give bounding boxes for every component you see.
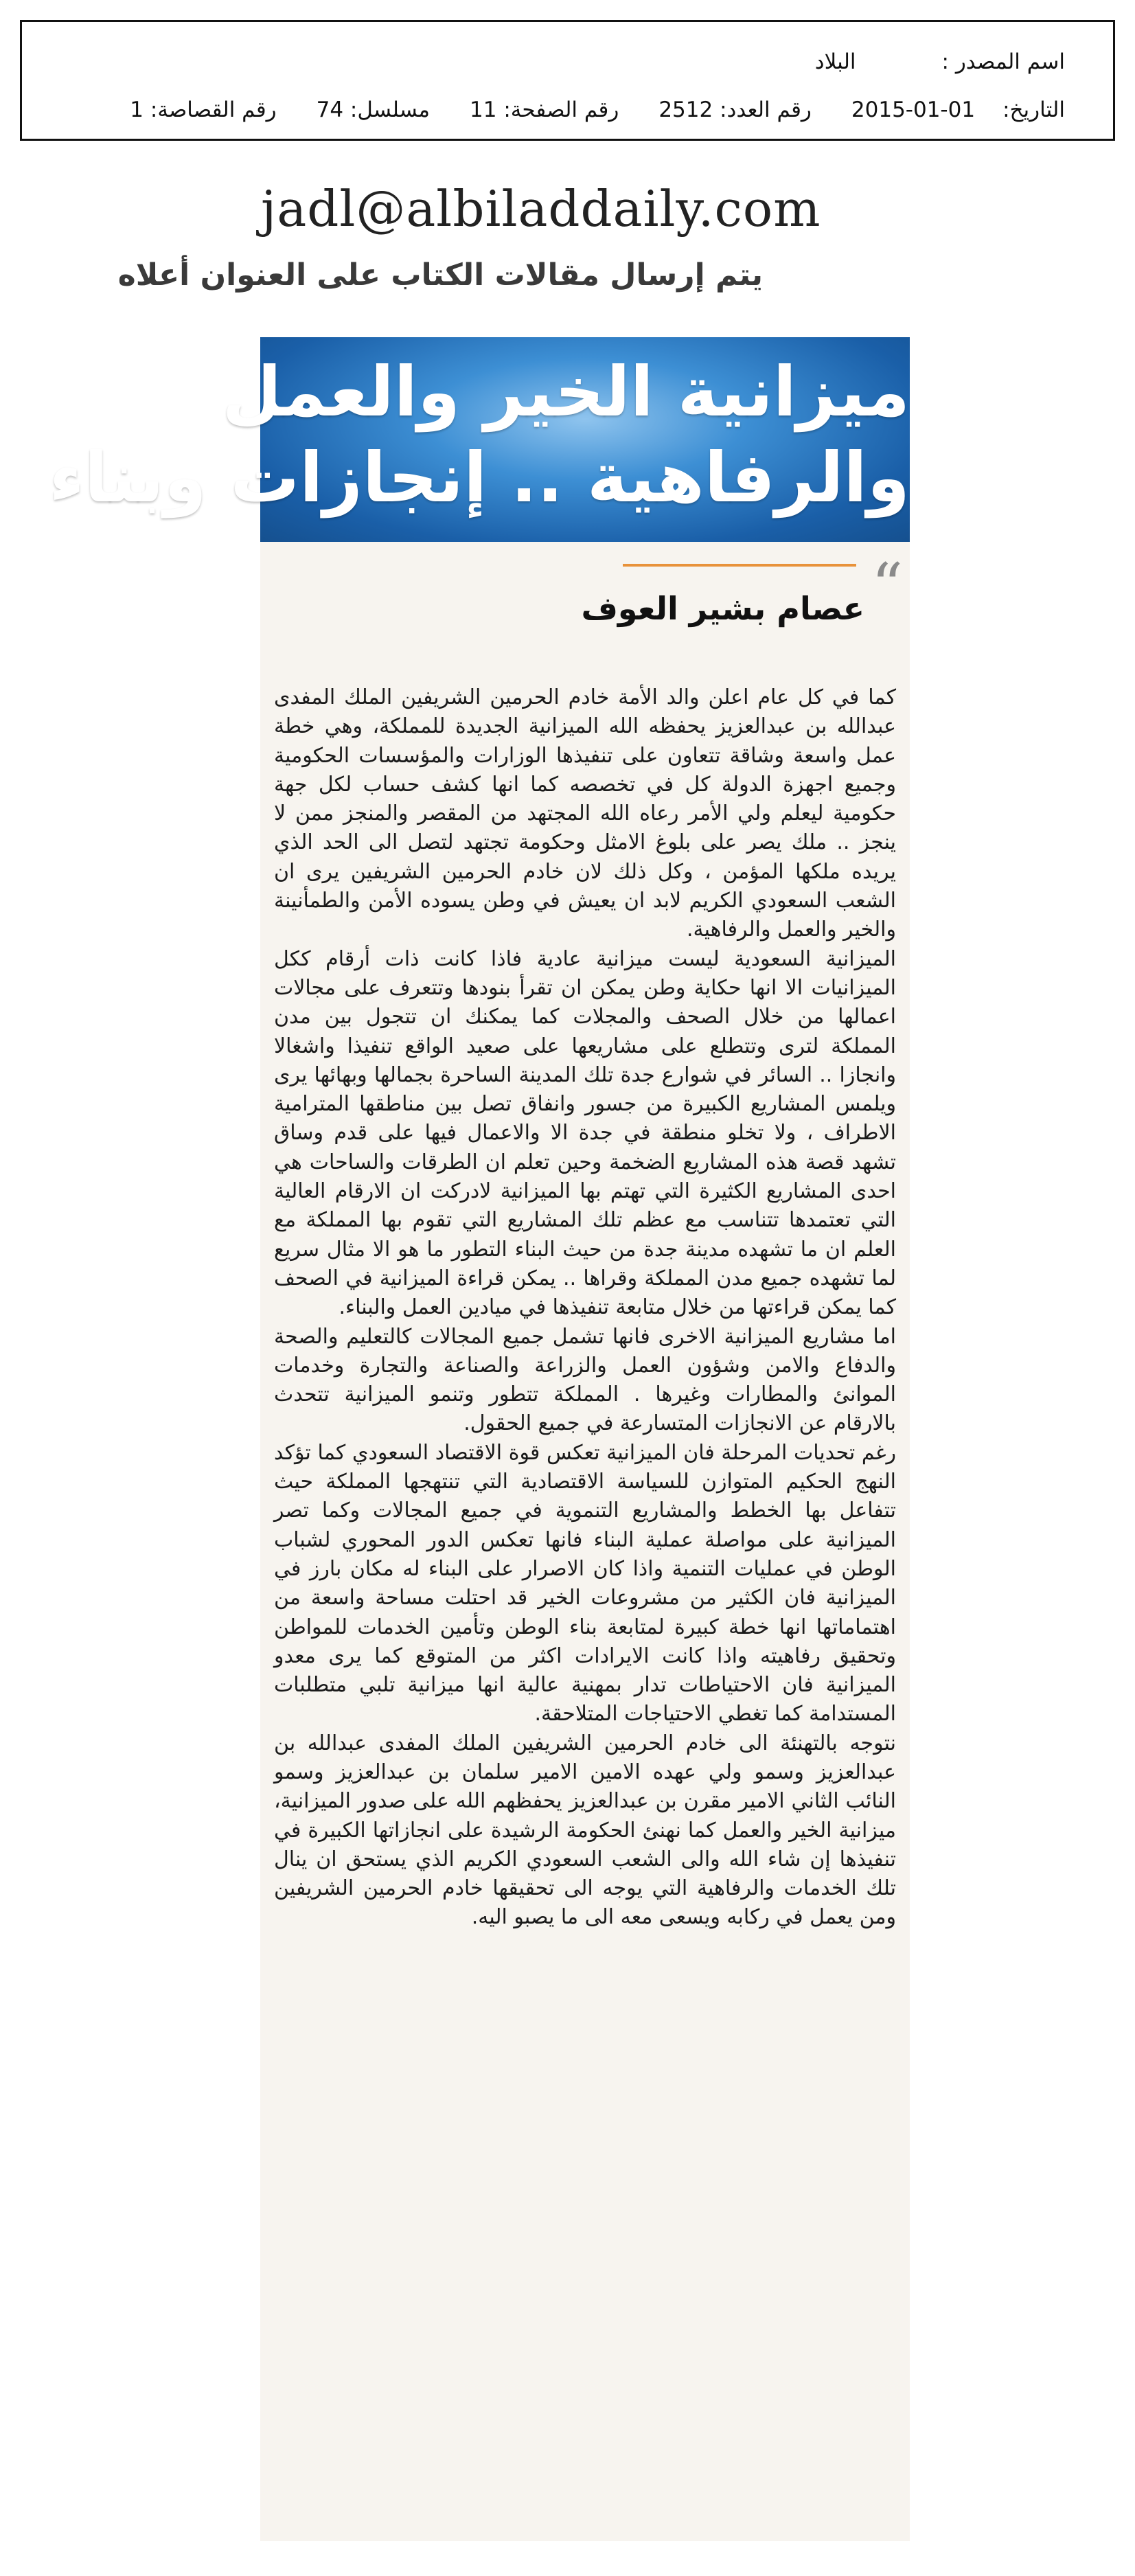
- date-label: التاريخ:: [1002, 98, 1065, 122]
- submission-note: يتم إرسال مقالات الكتاب على العنوان أعلاه: [117, 258, 763, 293]
- submission-email: jadl@albiladdaily.com: [261, 180, 821, 238]
- author-accent-rule: [623, 564, 856, 567]
- clip-value: 1: [130, 98, 144, 122]
- article-body: [274, 683, 896, 1933]
- issue-details-line: [130, 98, 1065, 122]
- article-paragraph-4: رغم تحديات المرحلة فان الميزانية تعكس قوة الاقتصاد السعودي كما تؤكد النهج الحكيم المتوازن للسياسة الاقتصادية التي تنتهجها المملكة حيث تتفاعل بها الخطط والمشاريع التنموية في جميع المجالات وكما تصر الميزانية على مواصلة عملية البناء فانها تعكس الدور المحوري لشباب الوطن في عمليات التنمية واذا كان الاصرار على البناء له مكان بارز في الميزانية فان الكثير من مشروعات الخير قد احتلت مساحة واسعة من اهتماماتها انها خطة كبيرة لمتابعة بناء الوطن وتأمين الخدمات للمواطن وتحقيق رفاهيته واذا كانت الايرادات اكثر من المتوقع كما يرى معدو الميزانية فان الاحتياطات تدار بمهنية عالية انها ميزانية تلبي متطلبات المستدامة كما تغطي الاحتياجات المتلاحقة.: [274, 1440, 896, 1726]
- issue-value: 2512: [658, 98, 713, 122]
- article-paragraph-2: الميزانية السعودية ليست ميزانية عادية فاذا كانت ذات أرقام ككل الميزانيات الا انها حكاية وطن يمكن ان تقرأ بنودها وتتعرف على مجالات اعمالها من خلال الصحف والمجلات كما يمكنك ان تتجول بين مدن المملكة لترى وتتطلع على مشاريعها على صعيد الواقع تنفيذا واشغالا وانجازا .. السائر في شوارع جدة تلك المدينة الساحرة بجمالها وبهائها يرى ويلمس المشاريع الكبيرة من جسور وانفاق تصل بين مناطقها المترامية الاطراف ، ولا تخلو منطقة في جدة الا والاعمال فيها على قدم وساق تشهد قصة هذه المشاريع الضخمة وحين تعلم ان الطرقات والساحات هي احدى المشاريع الكثيرة التي تهتم بها الميزانية لادركت ان الارقام العالية التي تعتمدها تتناسب مع عظم تلك المشاريع التي تقوم بها المملكة مع العلم ان ما تشهده مدينة جدة من حيث البناء التطور ما هو الا مثال سريع لما تشهده جميع مدن المملكة وقراها .. يمكن قراءة الميزانية في الصحف كما يمكن قراءتها من خلال متابعة تنفيذها في ميادين العمل والبناء.: [274, 946, 896, 1320]
- date-value: 2015-01-01: [851, 98, 976, 122]
- clipping-metadata-box: [20, 20, 1115, 141]
- article-column: [49, 337, 910, 2541]
- article-title-banner: [49, 337, 910, 542]
- quote-icon: “: [871, 550, 903, 622]
- serial-label: مسلسل:: [349, 98, 431, 122]
- source-line: [815, 49, 1065, 74]
- article-author: عصام بشير العوف: [581, 590, 864, 627]
- article-title-line-1: ميزانية الخير والعمل: [222, 352, 910, 432]
- article-paragraph-5: نتوجه بالتهنئة الى خادم الحرمين الشريفين الملك المفدى عبدالله بن عبدالعزيز وسمو ولي عهده الامين الامير سلمان بن عبدالعزيز وسمو النائب الثاني الامير مقرن بن عبدالعزيز يحفظهم الله على صدور الميزانية، ميزانية الخير والعمل كما نهنئ الحكومة الرشيدة على انجازاتها الكبيرة في تنفيذها إن شاء الله والى الشعب السعودي الكريم الذي يستحق ان ينال تلك الخدمات والرفاهية التي يوجه الى تحقيقها خادم الحرمين الشريفين ومن يعمل في ركابه ويسعى معه الى ما يصبو اليه.: [274, 1731, 896, 1930]
- issue-label: رقم العدد:: [720, 98, 812, 122]
- serial-value: 74: [316, 98, 344, 122]
- article-paragraph-1: كما في كل عام اعلن والد الأمة خادم الحرمين الشريفين الملك المفدى عبدالله بن عبدالعزيز يحفظه الله الميزانية الجديدة للمملكة، وهي خطة عمل واسعة وشاقة تتعاون على تنفيذها الوزارات والمؤسسات الحكومية وجميع اجهزة الدولة كل في تخصصه كما انها كشف حساب لكل جهة حكومية ليعلم ولي الأمر رعاه الله المجتهد من المقصر والمنجز ممن لا ينجز .. ملك يصر على بلوغ الامثل وحكومة تجتهد لتصل الى الحد الذي يريده ملكها المؤمن ، وكل ذلك لان خادم الحرمين الشريفين يرى ان الشعب السعودي الكريم لابد ان يعيش في وطن يسوده الأمن والطمأنينة والخير والعمل والرفاهية.: [274, 685, 896, 942]
- article-paragraph-3: اما مشاريع الميزانية الاخرى فانها تشمل جميع المجالات كالتعليم والصحة والدفاع والامن وشؤون العمل والزراعة والصناعة والتجارة وخدمات الموانئ والمطارات وغيرها . المملكة تتطور وتنمو الميزانية تتحدث بالارقام عن الانجازات المتسارعة في جميع الحقول.: [274, 1324, 896, 1436]
- page-value: 11: [470, 98, 497, 122]
- clip-label: رقم القصاصة:: [150, 98, 277, 122]
- source-label: اسم المصدر :: [941, 49, 1065, 74]
- source-value: البلاد: [814, 49, 856, 74]
- page-label: رقم الصفحة:: [503, 98, 619, 122]
- article-title-line-2: والرفاهية .. إنجازات وبناء: [49, 437, 910, 518]
